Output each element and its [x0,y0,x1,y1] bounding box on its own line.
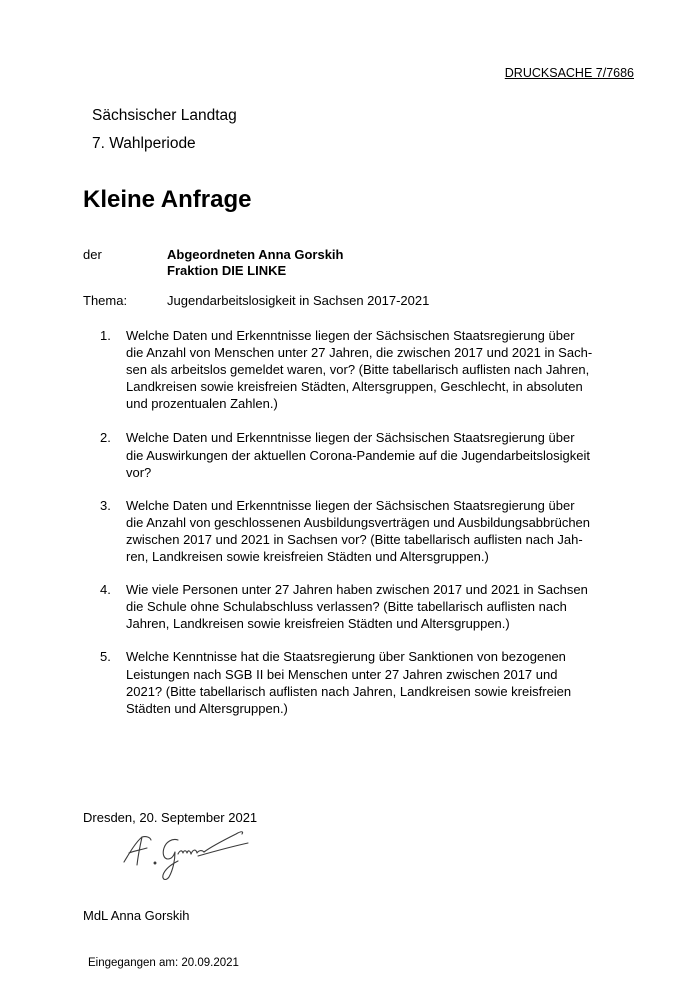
question-item [100,648,640,716]
question-line: Welche Daten und Erkenntnisse liegen der Sächsischen Staatsregierung über [126,430,575,446]
question-line: Leistungen nach SGB II bei Menschen unter 27 Jahren zwischen 2017 und [126,666,558,682]
question-line: 2021? (Bitte tabellarisch auflisten nach Jahren, Landkreisen sowie kreisfreien [126,683,572,699]
place-date: Dresden, 20. September 2021 [83,810,258,825]
question-line: Welche Kenntnisse hat die Staatsregierung über Sanktionen von bezogenen [126,649,566,665]
question-number: 3. [100,497,111,513]
topic-value: Jugendarbeitslosigkeit in Sachsen 2017-2021 [167,293,430,308]
question-line: sen als arbeitslos gemeldet waren, vor? (Bitte tabellarisch auflisten nach Jahren, [126,362,590,378]
signer-name: MdL Anna Gorskih [83,908,190,923]
question-line: Landkreisen sowie kreisfreien Städten, Altersgruppen, Geschlecht, in absoluten [126,379,583,395]
question-line: ren, Landkreisen sowie kreisfreien Städten und Altersgruppen.) [126,549,489,565]
question-number: 1. [100,328,111,343]
question-line: Wie viele Personen unter 27 Jahren haben zwischen 2017 und 2021 in Sachsen [126,582,588,598]
question-item [100,497,640,565]
question-number: 5. [100,649,111,665]
document-title: Kleine Anfrage [83,186,252,213]
parliament-name: Sächsischer Landtag [92,107,237,124]
topic-label: Thema: [83,293,128,308]
question-line: Welche Daten und Erkenntnisse liegen der Sächsischen Staatsregierung über [126,328,575,343]
question-line: die Schule ohne Schulabschluss verlassen? (Bitte tabellarisch auflisten nach [126,599,567,615]
question-text [126,429,640,480]
question-line: die Auswirkungen der aktuellen Corona-Pandemie auf die Jugendarbeitslosigkeit [126,447,590,463]
question-line: zwischen 2017 und 2021 in Sachsen vor? (Bitte tabellarisch auflisten nach Jah- [126,531,583,547]
received-stamp: Eingegangen am: 20.09.2021 [88,957,239,969]
author-block [167,247,343,278]
question-number: 2. [100,430,111,446]
question-line: und prozentualen Zahlen.) [126,396,278,412]
question-text [126,327,640,412]
question-text [126,648,640,716]
question-line: die Anzahl von Menschen unter 27 Jahren, die zwischen 2017 und 2021 in Sach- [126,345,593,361]
question-line: Städten und Altersgruppen.) [126,700,288,716]
question-number: 4. [100,582,111,598]
author-faction: Fraktion DIE LINKE [167,262,287,278]
handwritten-signature-icon [120,828,255,883]
question-line: die Anzahl von geschlossenen Ausbildungsverträgen und Ausbildungsabbrüchen [126,514,591,530]
question-item [100,581,640,632]
author-name: Abgeordneten Anna Gorskih [167,247,344,262]
question-text [126,581,640,632]
document-number: DRUCKSACHE 7/7686 [504,66,634,80]
question-line: vor? [126,464,152,480]
question-line: Jahren, Landkreisen sowie kreisfreien Städten und Altersgruppen.) [126,616,510,632]
question-item [100,327,640,412]
author-label: der [83,247,102,262]
question-list [100,327,640,717]
legislative-period: 7. Wahlperiode [92,135,196,152]
question-line: Welche Daten und Erkenntnisse liegen der Sächsischen Staatsregierung über [126,497,575,513]
question-text [126,497,640,565]
question-item [100,429,640,480]
